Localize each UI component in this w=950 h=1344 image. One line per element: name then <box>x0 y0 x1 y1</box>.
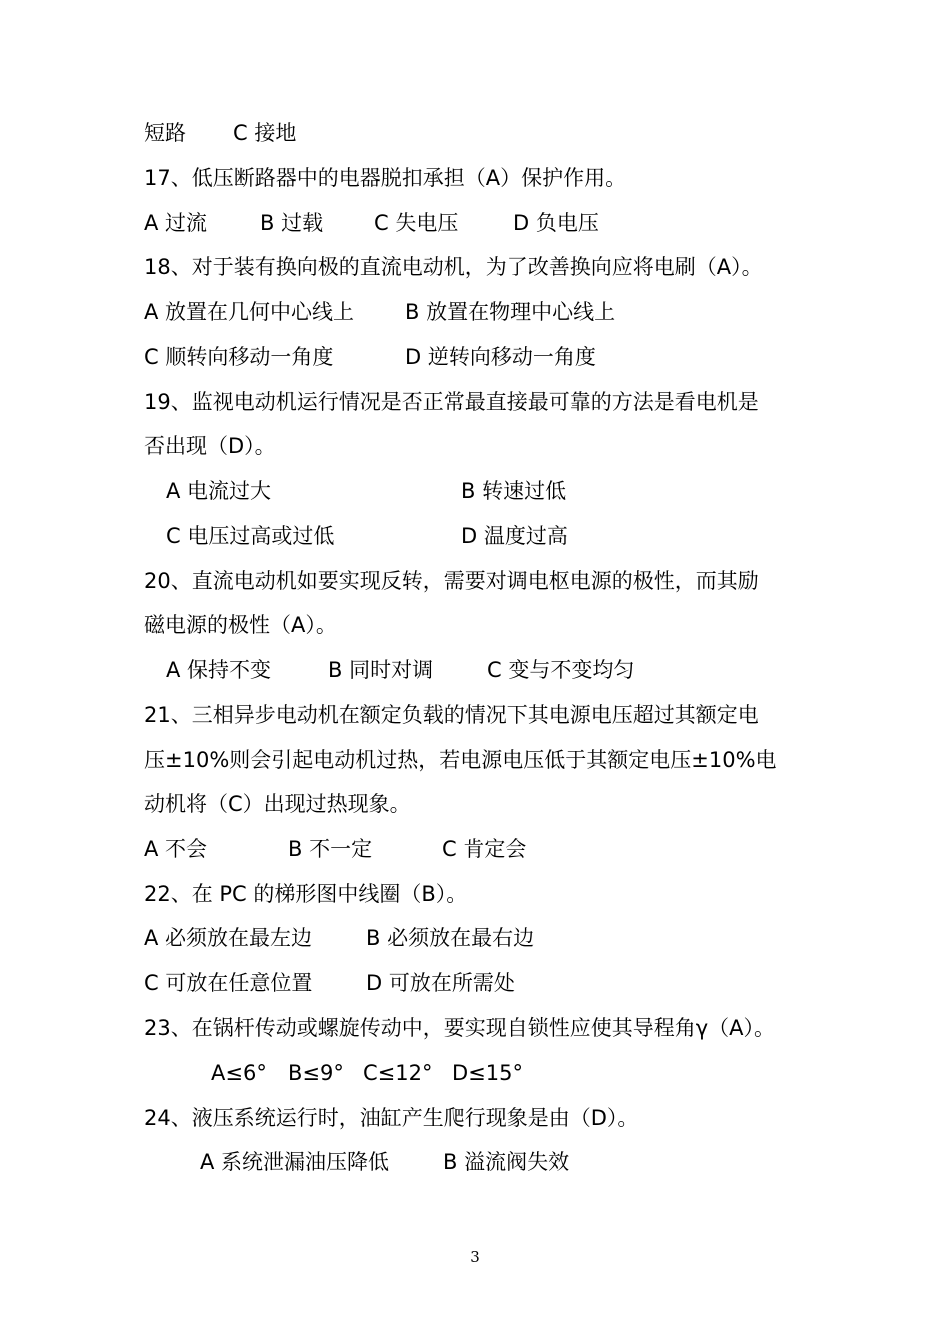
option-a: A≤6° <box>211 1061 267 1085</box>
option-a: A 保持不变 <box>166 658 272 682</box>
option-c: C 可放在任意位置 <box>144 971 313 995</box>
question-24 <box>0 1103 639 1147</box>
question-21 <box>0 700 759 744</box>
text-line <box>0 118 297 162</box>
options-22-cd <box>0 968 515 1012</box>
options-18-cd <box>0 342 596 386</box>
option-c: C 肯定会 <box>442 837 527 861</box>
question-text: 21、三相异步电动机在额定负载的情况下其电源电压超过其额定电 <box>144 703 759 727</box>
option-b: B 不一定 <box>288 837 373 861</box>
question-text: 22、在 PC 的梯形图中线圈（B）。 <box>144 882 468 906</box>
question-text: 19、监视电动机运行情况是否正常最直接最可靠的方法是看电机是 <box>144 390 759 414</box>
question-21-cont-2 <box>0 789 411 833</box>
option-b: B 转速过低 <box>461 479 567 503</box>
question-text: 23、在锅杆传动或螺旋传动中，要实现自锁性应使其导程角γ（A）。 <box>144 1016 776 1040</box>
question-text: 24、液压系统运行时，油缸产生爬行现象是由（D）。 <box>144 1106 639 1130</box>
question-22 <box>0 879 468 923</box>
option-c: C 电压过高或过低 <box>166 524 335 548</box>
option-b: B 必须放在最右边 <box>366 926 535 950</box>
question-20-cont <box>0 610 337 654</box>
page-number: 3 <box>470 1248 480 1266</box>
line-segment: 短路 <box>144 121 186 145</box>
option-b: B 放置在物理中心线上 <box>405 300 616 324</box>
option-b: B≤9° <box>288 1061 344 1085</box>
question-text: 磁电源的极性（A）。 <box>144 613 337 637</box>
option-c: C≤12° <box>363 1061 433 1085</box>
question-19 <box>0 387 759 431</box>
option-d: D 负电压 <box>513 211 599 235</box>
option-d: D 温度过高 <box>461 524 568 548</box>
options-17 <box>0 208 599 252</box>
options-23 <box>0 1058 523 1102</box>
options-18-ab <box>0 297 616 341</box>
question-17 <box>0 163 627 207</box>
options-19-cd <box>0 521 568 565</box>
question-text: 动机将（C）出现过热现象。 <box>144 792 411 816</box>
option-a: A 放置在几何中心线上 <box>144 300 355 324</box>
question-text: 压±10%则会引起电动机过热，若电源电压低于其额定电压±10%电 <box>144 748 777 772</box>
option-b: B 过载 <box>260 211 324 235</box>
question-19-cont <box>0 431 276 475</box>
option-c: C 接地 <box>233 121 297 145</box>
question-23 <box>0 1013 776 1057</box>
question-18 <box>0 252 763 296</box>
question-text: 18、对于装有换向极的直流电动机，为了改善换向应将电刷（A）。 <box>144 255 763 279</box>
question-text: 否出现（D）。 <box>144 434 276 458</box>
question-text: 20、直流电动机如要实现反转，需要对调电枢电源的极性，而其励 <box>144 569 759 593</box>
option-a: A 必须放在最左边 <box>144 926 313 950</box>
option-a: A 过流 <box>144 211 208 235</box>
question-21-cont <box>0 745 777 789</box>
option-b: B 溢流阀失效 <box>443 1150 570 1174</box>
options-21 <box>0 834 527 878</box>
options-19-ab <box>0 476 567 520</box>
option-c: C 变与不变均匀 <box>487 658 635 682</box>
option-b: B 同时对调 <box>328 658 434 682</box>
options-24 <box>0 1147 570 1191</box>
option-a: A 系统泄漏油压降低 <box>200 1150 390 1174</box>
option-d: D≤15° <box>452 1061 523 1085</box>
question-20 <box>0 566 759 610</box>
option-a: A 电流过大 <box>166 479 272 503</box>
option-c: C 失电压 <box>374 211 459 235</box>
option-a: A 不会 <box>144 837 208 861</box>
question-text: 17、低压断路器中的电器脱扣承担（A）保护作用。 <box>144 166 627 190</box>
option-d: D 逆转向移动一角度 <box>405 345 596 369</box>
options-20 <box>0 655 635 699</box>
option-d: D 可放在所需处 <box>366 971 515 995</box>
option-c: C 顺转向移动一角度 <box>144 345 334 369</box>
options-22-ab <box>0 923 535 967</box>
